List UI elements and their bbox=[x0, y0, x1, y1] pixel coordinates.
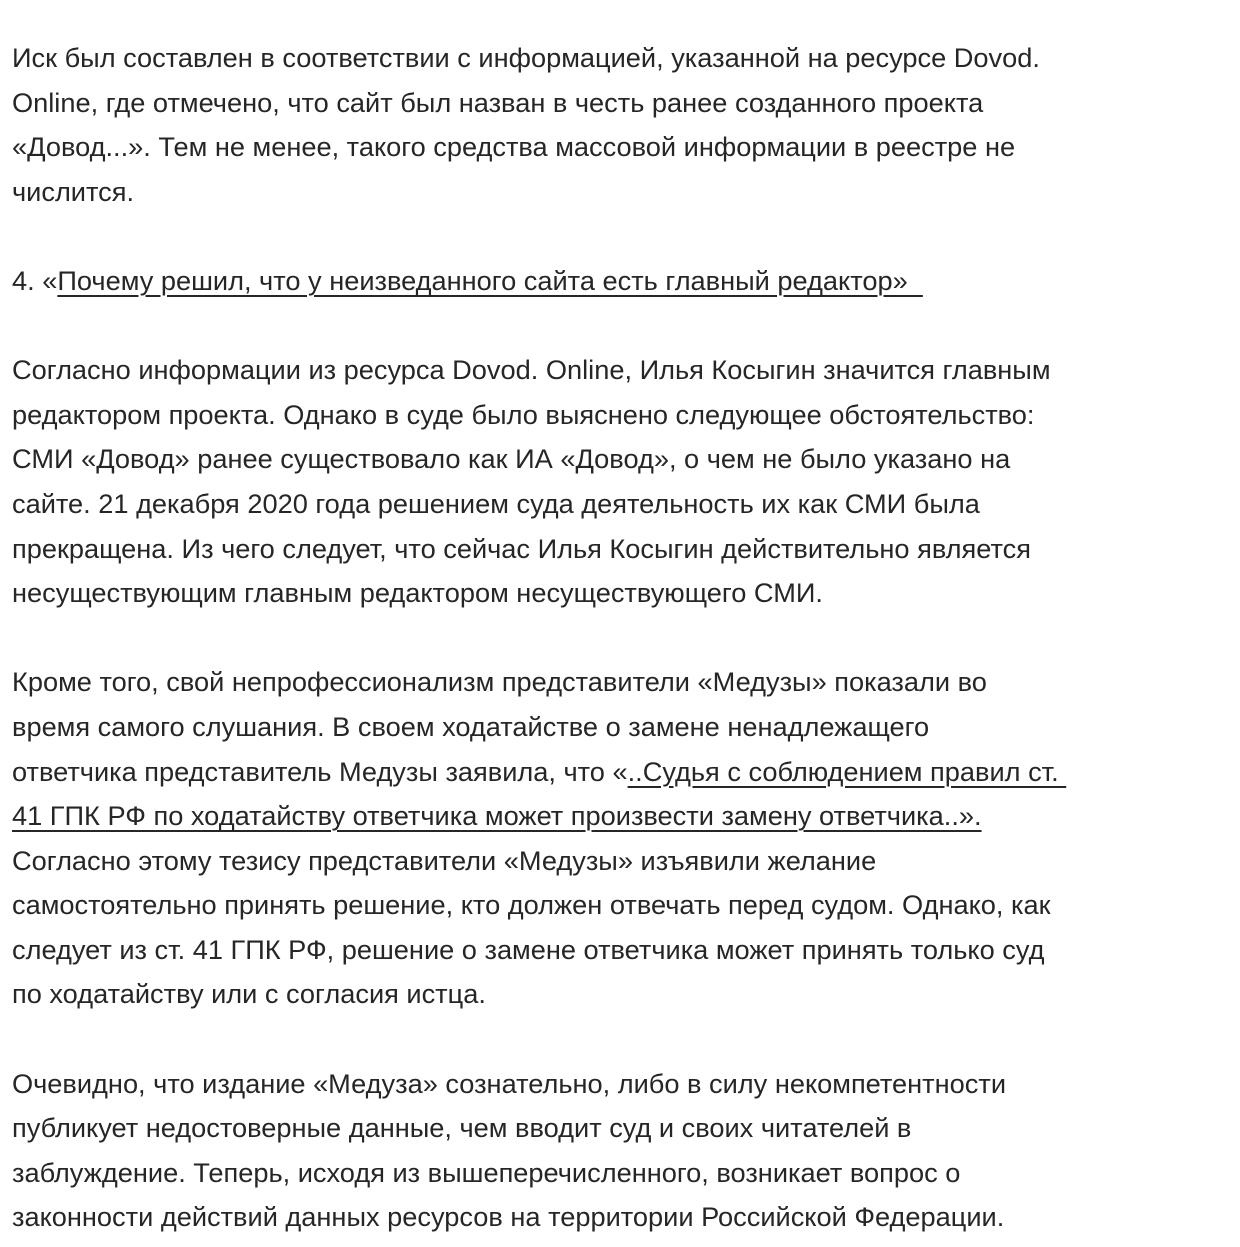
text-line: Online, где отмечено, что сайт был назван в честь ранее созданного проекта bbox=[12, 86, 984, 118]
quote-link[interactable]: ..Судья с соблюдением правил ст. bbox=[627, 755, 1067, 787]
paragraph-meduza-hearing bbox=[12, 660, 1232, 1017]
text-line bbox=[12, 750, 1232, 795]
text-line: публикует недостоверные данные, чем вводит суд и своих читателей в bbox=[12, 1112, 912, 1144]
article-body bbox=[12, 36, 1232, 1240]
text-line: Согласно этому тезису представители «Медузы» изъявили желание bbox=[12, 844, 877, 876]
text-line: время самого слушания. В своем ходатайстве о замене ненадлежащего bbox=[12, 710, 930, 742]
text-line: следует из ст. 41 ГПК РФ, решение о замене ответчика может принять только суд bbox=[12, 933, 1045, 965]
paragraph-source-info bbox=[12, 36, 1232, 214]
text-line: по ходатайству или с согласия истца. bbox=[12, 978, 486, 1010]
section-heading-4 bbox=[12, 259, 1232, 304]
paragraph-spacer bbox=[12, 304, 1232, 349]
paragraph-spacer bbox=[12, 616, 1232, 661]
text-line: Очевидно, что издание «Медуза» сознательно, либо в силу некомпетентности bbox=[12, 1067, 1007, 1099]
text-line: числится. bbox=[12, 175, 135, 207]
paragraph-spacer bbox=[12, 1017, 1232, 1062]
text-line bbox=[12, 794, 1232, 839]
text-line: СМИ «Довод» ранее существовало как ИА «Довод», о чем не было указано на bbox=[12, 443, 1011, 475]
text-plain: ответчика представитель Медузы заявила, что « bbox=[12, 755, 628, 787]
text-line: Иск был составлен в соответствии с информацией, указанной на ресурсе Dovod. bbox=[12, 42, 1040, 73]
text-line: Согласно информации из ресурса Dovod. Online, Илья Косыгин значится главным bbox=[12, 354, 1051, 386]
paragraph-conclusion bbox=[12, 1062, 1232, 1240]
text-line: самостоятельно принять решение, кто должен отвечать перед судом. Однако, как bbox=[12, 889, 1051, 921]
text-line: сайте. 21 декабря 2020 года решением суда деятельность их как СМИ была bbox=[12, 487, 980, 519]
text-line: редактором проекта. Однако в суде было выяснено следующее обстоятельство: bbox=[12, 398, 1035, 430]
paragraph-spacer bbox=[12, 214, 1232, 259]
text-line: заблуждение. Теперь, исходя из вышеперечисленного, возникает вопрос о bbox=[12, 1156, 961, 1188]
text-line: прекращена. Из чего следует, что сейчас Илья Косыгин действительно является bbox=[12, 532, 1031, 564]
paragraph-editor-info bbox=[12, 348, 1232, 616]
heading-line bbox=[12, 259, 1232, 304]
text-line: «Довод...». Тем не менее, такого средства массовой информации в реестре не bbox=[12, 131, 1016, 163]
text-line: законности действий данных ресурсов на территории Российской Федерации. bbox=[12, 1201, 1005, 1233]
heading-number: 4. « bbox=[12, 264, 58, 296]
text-line: несуществующим главным редактором несуществующего СМИ. bbox=[12, 577, 823, 609]
heading-link[interactable]: Почему решил, что у неизведанного сайта есть главный редактор» bbox=[57, 264, 923, 296]
text-line: Кроме того, свой непрофессионализм представители «Медузы» показали во bbox=[12, 666, 987, 698]
quote-link-continued[interactable]: 41 ГПК РФ по ходатайству ответчика может произвести замену ответчика..». bbox=[12, 800, 982, 832]
